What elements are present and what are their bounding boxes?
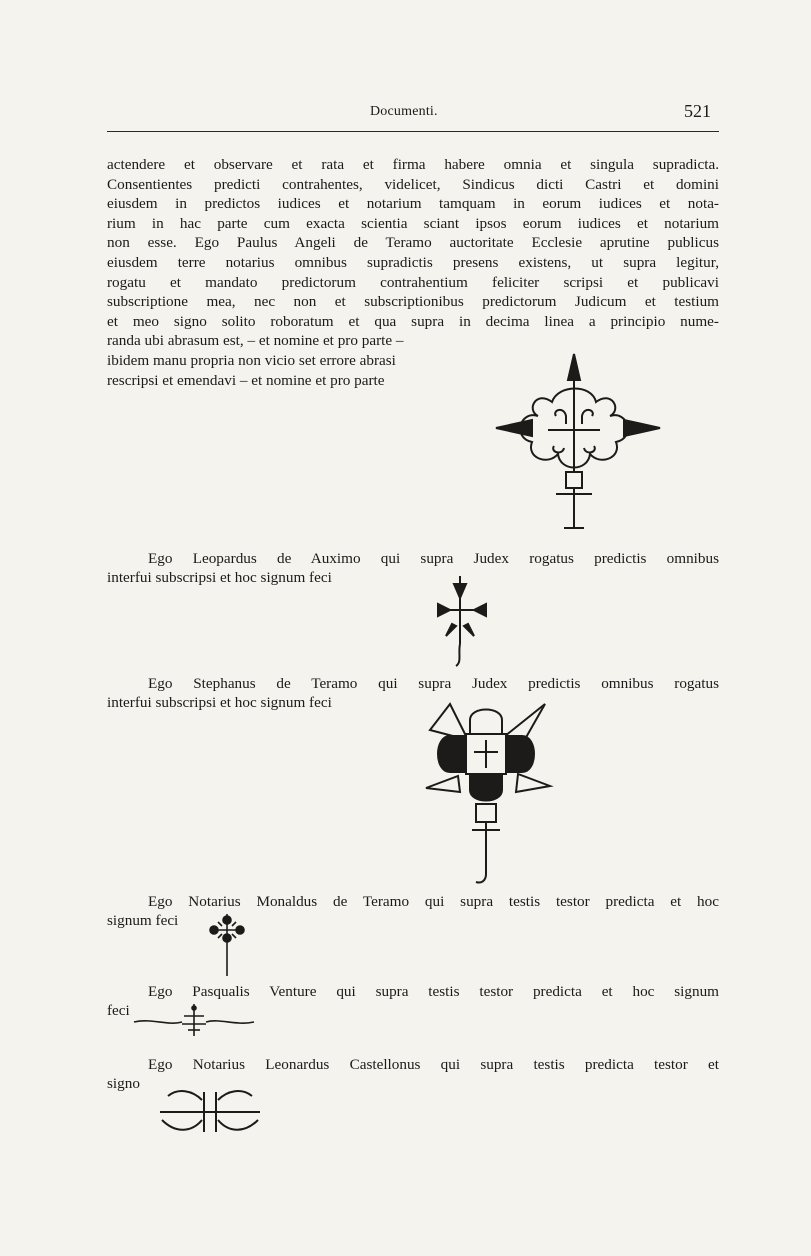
subscription-line: Ego Leopardus de Auximo qui supra Judex rogatus predictis omnibus: [148, 550, 719, 567]
subscription-line: Ego Stephanus de Teramo qui supra Judex predictis omnibus rogatus: [148, 675, 719, 692]
signum-leopardus: [432, 574, 492, 668]
subscription-line: Ego Notarius Monaldus de Teramo qui supra testis testor predicta et hoc: [148, 893, 719, 910]
body-line: rium in hac parte cum exacta scientia sciant ipsos eorum iudices et notarium: [107, 214, 719, 232]
body-line: Consentientes predicti contrahentes, videlicet, Sindicus dicti Castri et domini: [107, 175, 719, 193]
body-line: eiusdem terre notarius omnibus supradictis presens existens, ut supra legitur,: [107, 253, 719, 271]
signum-leonardus: [158, 1086, 262, 1136]
subscription-line: signum feci: [107, 912, 179, 929]
body-line: non esse. Ego Paulus Angeli de Teramo auctoritate Ecclesie aprutine publicus: [107, 234, 719, 252]
running-header-title: Documenti.: [370, 104, 438, 119]
subscription-line: interfui subscripsi et hoc signum feci: [107, 694, 332, 711]
signum-monaldus: [206, 912, 248, 978]
body-line: randa ubi abrasum est, – et nomine et pro parte –: [107, 332, 404, 350]
body-line: eiusdem in predictos iudices et notarium tamquam in eorum iudices et nota-: [107, 195, 719, 213]
subscription-line: Ego Pasqualis Venture qui supra testis testor predicta et hoc signum: [148, 983, 719, 1000]
body-line: rogatu et mandato predictorum contrahentium feliciter scripsi et publicavi: [107, 273, 719, 291]
page-number: 521: [684, 101, 711, 121]
body-line: et meo signo solito roboratum et qua supra in decima linea a principio nume-: [107, 312, 719, 330]
body-line: actendere et observare et rata et firma habere omnia et singula supradicta.: [107, 156, 719, 173]
body-line: subscriptione mea, nec non et subscriptionibus predictorum Judicum et testium: [107, 293, 719, 311]
subscription-line: feci: [107, 1002, 130, 1019]
subscription-line: Ego Notarius Leonardus Castellonus qui supra testis predicta testor et: [148, 1056, 719, 1073]
subscription-line: interfui subscripsi et hoc signum feci: [107, 569, 332, 586]
subscription-line: signo: [107, 1075, 140, 1092]
signum-stephanus: [410, 700, 560, 885]
header-rule: [107, 131, 719, 132]
body-line: ibidem manu propria non vicio set errore abrasi: [107, 351, 396, 369]
signum-pasqualis: [132, 1000, 256, 1040]
notary-signum-paulus: [492, 350, 667, 535]
body-line: rescripsi et emendavi – et nomine et pro parte: [107, 371, 385, 389]
